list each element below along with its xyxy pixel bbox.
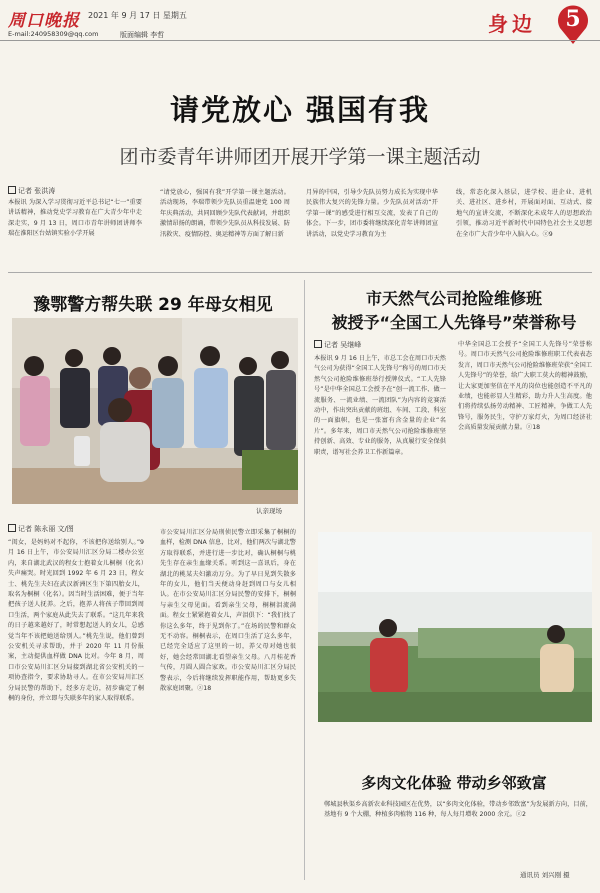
right-story-title-line2: 被授予“全国工人先锋号”荣誉称号: [331, 313, 577, 332]
succulent-greenhouse-photo: [318, 532, 592, 722]
lead-headline: 请党放心 强国有我: [169, 93, 431, 127]
left-story-column-2: 市公安局川汇区分局刑侦民警立即采集了桐桐的血样，检测 DNA 信息，比对，他们两次与湖北警方取得联系，并进行进一步比对，确认桐桐与桃先生存在亲生血缘关系。听到这一喜讯后，身在湖北的桃某夫妇激动万分。为了早日见到失散多年的女儿，他们当天便动身赶到周口与女儿相认。在市公安局川汇区分局民警的安排下，桐桐与亲生父母见面。看到亲生父母，桐桐泪流满面。程女士紧紧抱着女儿，声泪俱下：“我们找了你这么多年，终于见到你了。”在场的民警和群众无不动容。桐桐表示，在周口生活了这么多年，已经完全适应了这里的一切，养父母对她也很好，她会经常回湖北看望亲生父母。八月桂花香气传，月圆人圆合家欢。市公安局川汇区分局民警表示，今后将继续发挥职能作用，帮助更多失散家庭团聚。ⓩ18: [160, 529, 296, 693]
photo-caption: 认亲现场: [256, 507, 282, 515]
contact-email: E-mail:240958309@qq.com: [8, 30, 99, 38]
right-story-column-1: 本报讯 9 月 16 日上午，市总工会在周口市天然气公司为获得“全国工人先锋号”称号的周口市天然气公司抢险维修班举行授牌仪式。“工人先锋号”是中华全国总工会授予在“创一流工作、做一流服务、一流业绩、一流团队”为内容的竞赛活动中，作出突出贡献的班组、车间、工段、科室的一面旗帜，也是一张富有含金量的企业“名片”。多年来，周口市天然气公司抢险维修班坚持创新、高效、专业的服务，从真履行安全保供职责，谱写社会养卫工作新篇章。: [314, 355, 446, 456]
left-story-byline: [8, 524, 74, 534]
section-divider: [8, 272, 592, 273]
lead-column-1: 本报讯 为深入学习贯彻习近平总书记“七一”重要讲话精神，推动党史学习教育在广大青少年中走深走实，9 月 13 日，周口市青年讲师团讲师李瑞在淮阳区台姑镇实验小学开展: [8, 199, 142, 238]
lead-byline: [8, 186, 55, 196]
lead-subheadline: 团市委青年讲师团开展开学第一课主题活动: [119, 146, 481, 168]
left-story-column-1: “闺女，是妈妈对不起你，不该把你送给别人。”9 月 16 日上午，市公安局川汇区分局二楼办公室内，来自湖北武汉的程女士抱着女儿桐桐（化名）失声痛哭。时光回到 1992 年 6 月 23 日，程女士、桃先生夫妇在武汉新洲区生下第四胎女儿，取名为桐桐（化名）。因当时生活困难，便于当年把孩子送人抚养。之后，抱养人将孩子带回到周口生活，两个家庭从此失去了联系。“这几年来我的日子越来越好了，时常想起送人的女儿，总感觉当年不该把她送给别人。”桃先生说，他们曾到公安机关寻求帮助，并于 2020 年 11 月份报案，主动提供血样做 DNA 比对。今年 8 月，周口市公安局川汇区分局接到湖北省公安机关的一项协查指令，要求协助寻人。在市公安局川汇区分局民警的帮助下，经多方走访，初步确定了桐桐的身份，并立即与失联多年的家人取得联系。: [8, 539, 144, 703]
left-byline-text: 记者 陈永丽 文/图: [18, 525, 74, 533]
bottom-photo-credit: 通讯员 刘兴刚 摄: [520, 871, 570, 879]
column-divider: [304, 280, 305, 880]
left-story-title: 豫鄂警方帮失联 29 年母女相见: [33, 295, 273, 315]
lead-byline-text: 记者 张洪涛: [18, 187, 56, 195]
lead-column-2: “请党放心，强国有我”开学第一课主题活动。活动现场，李瑞带领少先队员重温建党 100 周年庆典活动，共同回顾少先队代表献词，并组织激情昂扬的朗诵，带领少先队员从科技发展、防汛救灾、疫情防控、奥运精神等方面了解日新: [160, 189, 290, 238]
byline-box-icon: [8, 524, 16, 532]
right-byline-text: 记者 吴继峰: [324, 341, 362, 349]
lead-column-4: 线，常态化深入基层，进学校、进企业、进机关、进社区、进乡村，开展面对面、互动式、接地气的宣讲交流，不断深化未成年人的思想政治引领，推动习近平新时代中国特色社会主义思想在全市广大青少年中入脑入心。ⓩ9: [456, 189, 592, 238]
right-story-column-2: 中华全国总工会授予“全国工人先锋号”荣誉称号。周口市天然气公司抢险维修班职工代表表态发言，周口市天然气公司抢险维修班荣获“全国工人先锋号”的荣誉，给广大职工莫大的精神鼓励，让大家更加坚信在平凡的岗位也能创造不平凡的业绩，也能彰显人生精彩，助力升人生高度。他们将持续弘扬劳动精神、工匠精神，争做工人先锋号，服务民生，守护万家灯火，为周口经济社会高质量发展贡献力量。ⓩ18: [458, 341, 592, 432]
section-name: 身边: [488, 12, 536, 36]
byline-box-icon: [314, 340, 322, 348]
bottom-story-text: 郸城县秋渠乡高新农业科技园区在优势，以“多肉文化体验，带动乡邻致富”为发展新方向，目前，基地有 9 个大棚，种植多肉植物 116 种，每人每月增收 2000 余元。ⓩ2: [324, 801, 592, 819]
issue-date: 2021 年 9 月 17 日 星期五: [88, 11, 187, 20]
page-number: 5: [565, 6, 581, 32]
newspaper-logo: 周口晚报: [8, 11, 80, 31]
bottom-story-title: 多肉文化体验 带动乡邻致富: [361, 774, 547, 792]
reunion-photo: [12, 318, 298, 504]
masthead-divider: [0, 40, 600, 41]
byline-box-icon: [8, 186, 16, 194]
right-story-byline: [314, 340, 361, 350]
right-story-title-line1: 市天然气公司抢险维修班: [365, 289, 542, 308]
page-editor: 版面编辑 李哲: [120, 31, 165, 39]
lead-column-3: 月异的中国，引导少先队员努力成长为实现中华民族伟大复兴的先锋力量。少先队员对活动“开学第一课”的感受进行相互交流，发表了自己的体会。下一步，团市委将继续深化青年讲师团宣讲活动，以党史学习教育为主: [306, 189, 438, 238]
